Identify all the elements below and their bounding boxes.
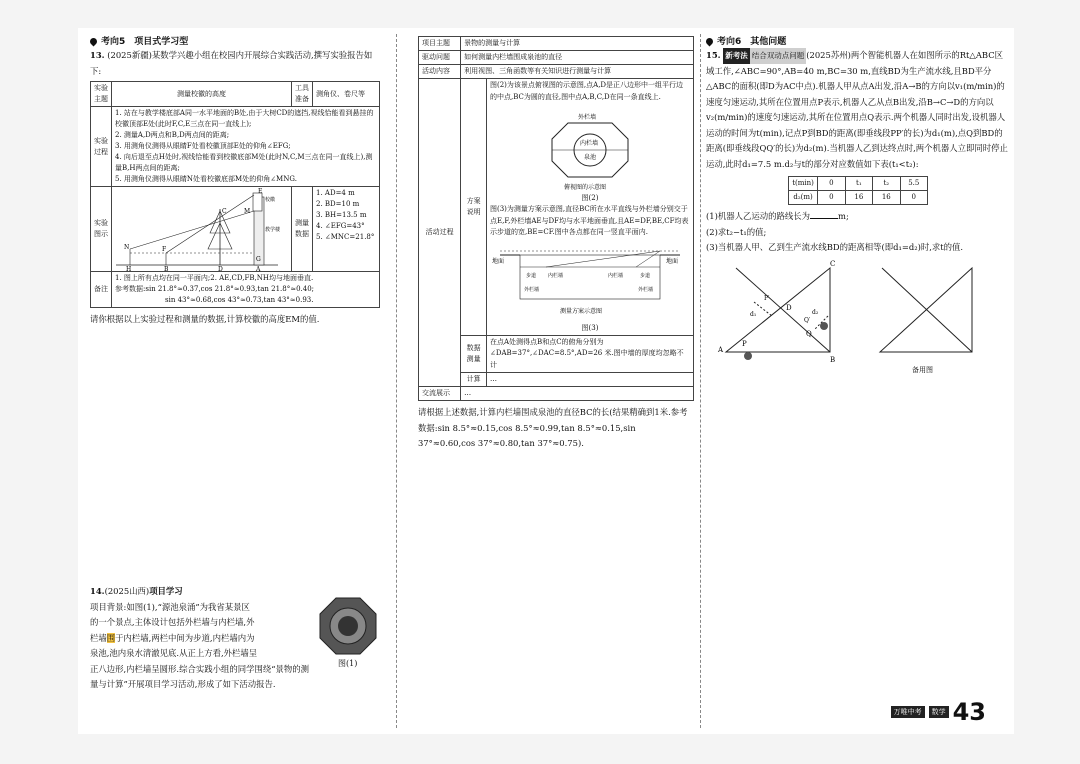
svg-text:内栏墙: 内栏墙: [608, 272, 624, 279]
page-footer: 万唯中考 数学 43: [891, 698, 986, 726]
process-steps: 1. 站在与教学楼底部A同一水平地面的B处,由于大树CD的遮挡,视线恰能看到悬挂的校徽顶部E处(此时F,C,E三点在同一直线上); 2. 测量A,D两点和B,D两点间的距离; 3. 用测角仪测得从眼睛F处看校徽顶部E处的仰角∠EFG; 4. 向后退至点H处时,视线恰能看到校徽底部M处(此时N,C,M三点在同一直线上),测量B,H两点间的距离; 5. 用测角仪测得从眼睛N处看校徽底部M处的仰角∠MNG.: [112, 107, 380, 187]
svg-text:Q′: Q′: [804, 316, 811, 324]
svg-text:d₂: d₂: [812, 308, 819, 316]
column-divider: [396, 34, 397, 728]
svg-text:H: H: [126, 266, 132, 271]
q14-question: 请根据上述数据,计算内栏墙围成泉池的直径BC的长(结果精确到1米.参考数据:sin 8.5°≈0.15,cos 8.5°≈0.99,tan 8.5°≈0.15,sin 37°≈0.60,cos 37°≈0.80,tan 37°≈0.75).: [418, 407, 688, 448]
svg-text:教学楼: 教学楼: [265, 227, 281, 233]
measured-data: 1. AD=4 m 2. BD=10 m 3. BH=13.5 m 4. ∠EFG=43° 5. ∠MNC=21.8°: [313, 187, 380, 272]
svg-text:C: C: [830, 259, 836, 268]
svg-text:B: B: [164, 266, 169, 271]
robot-a-icon: [744, 352, 752, 360]
location-pin-icon: [89, 37, 99, 47]
q15-text: 15. 新考法 结合双动点问题 (2025苏州)两个智能机器人在如图所示的Rt△ABC区域工作,∠ABC=90°,AB=40 m,BC=30 m,直线BD为生产流水线,且BD平分△ABC的面积(即D为AC中点).机器人甲从点A出发,沿A→B的方向以v₁(m/min)的速度匀速运动,其所在位置用点P表示,机器人乙从点B出发,沿B→C→D的方向以v₂(m/min)的速度匀速运动,其所在位置用点Q表示.两个机器人同时出发,设机器人运动的时间为t(min),记点P到BD的距离(即垂线段PP′的长)为d₁(m),点Q到BD的距离(即垂线段QQ′的长)为d₂(m).当机器人乙到达终点时,两个机器人立即同时停止运动,此时d₁=7.5 m.d₂与t的部分对应数值如下表(t₁<t₂):: [706, 50, 1008, 169]
svg-text:d₁: d₁: [750, 310, 757, 318]
section-heading: 考向6 其他问题: [706, 34, 1008, 48]
activity-report-table: 项目主题 景物的测量与计算 驱动问题 如何测量内栏墙围成泉池的直径 活动内容 利用视图、三角函数等有关知识进行测量与计算 活动过程 方案说明 图(2)为该景点俯视图的示意图,点A,D是正八边形中一组平行边的中点,BC为圆的直径,图中点A,B,C,D在同一条直线上. 外栏墙 内栏墙 泉池 俯视图的示意图 图(2) 图(3)为测量方案示意图,直径BC所在水平直线与外栏墙分别交于点E,F,外栏墙AE与DF均与水平地面垂直,且AE=DF,BE,CF均表示步道的宽,BE=CF.图中各点都在同一竖直平面内. 地面 地面 步道 步道 内栏墙 内栏墙 外栏墙 外栏墙 测量方案示意图 图(3) 数据测量 在点A处测得点B和点C的俯角分别为∠DAB=37°,∠DAC=8.5°,AD=26 米.图中墙的厚度均忽略不计 计算 … 交流展示 …: [418, 36, 694, 401]
svg-text:校徽: 校徽: [265, 197, 276, 203]
svg-text:外栏墙: 外栏墙: [578, 114, 597, 121]
svg-text:步道: 步道: [640, 272, 651, 279]
svg-text:P: P: [742, 339, 747, 348]
svg-text:内栏墙: 内栏墙: [548, 272, 564, 279]
schoolhouse-figure: [112, 187, 282, 271]
svg-text:地面: 地面: [492, 257, 505, 265]
robot-b-icon: [820, 322, 828, 330]
svg-text:P′: P′: [764, 294, 770, 302]
svg-text:D: D: [218, 266, 223, 271]
svg-text:A: A: [718, 345, 724, 354]
svg-text:F: F: [162, 246, 167, 253]
svg-text:地面: 地面: [666, 257, 679, 265]
d2-t-table: t(min) 0 t₁ t₂ 5.5 d₂(m) 0 16 16 0: [788, 176, 928, 205]
q13-question: 请你根据以上实验过程和测量的数据,计算校徽的高度EM的值.: [90, 314, 320, 324]
svg-text:外栏墙: 外栏墙: [638, 286, 654, 293]
svg-text:B: B: [830, 355, 836, 364]
svg-text:C: C: [222, 208, 227, 215]
section-heading: 考向5 项目式学习型: [90, 34, 380, 48]
svg-text:G: G: [256, 256, 261, 263]
svg-text:外栏墙: 外栏墙: [524, 286, 540, 293]
svg-text:D: D: [786, 303, 792, 312]
svg-text:M: M: [244, 208, 251, 215]
svg-text:俯视图的示意图: 俯视图的示意图: [564, 184, 607, 191]
svg-text:Q: Q: [806, 329, 812, 338]
middle-column: [418, 28, 694, 452]
svg-text:E: E: [258, 188, 263, 195]
svg-text:备用图: 备用图: [912, 365, 933, 374]
fountain-photo: [318, 596, 378, 660]
column-divider: [700, 34, 701, 728]
left-column: [90, 28, 380, 689]
svg-text:A: A: [256, 266, 261, 271]
fig3-measure-plan: [490, 241, 690, 321]
q15-figures: [706, 260, 996, 378]
location-pin-icon: [705, 37, 715, 47]
q14: 14.(2025山西)项目学习 项目背景:如图(1),“源池泉涌”为我省某景区 的一个景点,主体设计包括外栏墙与内栏墙,外 栏墙围于内栏墙,两栏中间为步道,内栏墙内为 泉池,池内泉水清澈见底.从正上方看,外栏墙呈 正八边形,内栏墙呈圆形.综合实践小组的同学围绕“景物的测 量与计算”开展项目学习活动,形成了如下活动报告. 图(1): [90, 584, 380, 693]
q13-intro: 13. (2025新疆)某数学兴趣小组在校园内开展综合实践活动,撰写实验报告如下:: [90, 50, 373, 76]
topic-label: 实验主题: [91, 82, 112, 107]
experiment-diagram: [112, 187, 292, 272]
fig2-top-view: [490, 105, 690, 191]
page-number: 43: [952, 698, 986, 726]
svg-text:泉池: 泉池: [584, 154, 597, 161]
svg-text:内栏墙: 内栏墙: [580, 140, 599, 147]
notes: 1. 图上所有点均在同一平面内;2. AE,CD,FB,NH均与地面垂直. 参考数据:sin 21.8°≈0.37,cos 21.8°≈0.93,tan 21.8°≈0.40; sin 43°≈0.68,cos 43°≈0.73,tan 43°≈0.93.: [112, 272, 380, 308]
experiment-report-table: 实验主题 测量校徽的高度 工具准备 测角仪、卷尺等 实验过程 1. 站在与教学楼底部A同一水平地面的B处,由于大树CD的遮挡,视线恰能看到悬挂的校徽顶部E处(此时F,C,E三点在同一直线上); 2. 测量A,D两点和B,D两点间的距离; 3. 用测角仪测得从眼睛F处看校徽顶部E处的仰角∠EFG; 4. 向后退至点H处时,视线恰能看到校徽底部M处(此时N,C,M三点在同一直线上),测量B,H两点间的距离; 5. 用测角仪测得从眼睛N处看校徽底部M处的仰角∠MNG. 实验图示 E M C N F G H B D A 校徽 教学楼 测量数据 1. AD=4 m 2. BD=10 m 3. BH=13.5 m 4. ∠EFG=43° 5. ∠MNC=21.8° 备注 1. 图上所有点均在同一平面内;2. AE,CD,FB,NH均与地面垂直. 参考数据:sin 21.8°≈0.37,cos 21.8°≈0.93,tan 21.8°≈0.40; sin 43°≈0.68,cos 43°≈0.73,tan 43°≈0.93.: [90, 81, 380, 308]
right-column: 考向6 其他问题 15. 新考法 结合双动点问题 (2025苏州)两个智能机器人在如图所示的Rt△ABC区域工作,∠ABC=90°,AB=40 m,BC=30 m,直线BD为生产流水线,且BD平分△ABC的面积(即D为AC中点).机器人甲从点A出发,沿A→B的方向以v₁(m/min)的速度匀速运动,其所在位置用点P表示,机器人乙从点B出发,沿B→C→D的方向以v₂(m/min)的速度匀速运动,其所在位置用点Q表示.两个机器人同时出发,设机器人运动的时间为t(min),记点P到BD的距离(即垂线段PP′的长)为d₁(m),点Q到BD的距离(即垂线段QQ′的长)为d₂(m).当机器人乙到达终点时,两个机器人立即同时停止运动,此时d₁=7.5 m.d₂与t的部分对应数值如下表(t₁<t₂): t(min) 0 t₁ t₂ 5.5 d₂(m) 0 16 16 0 (1)机器人乙运动的路线长为 m; (2)求t₂−t₁的值; (3)当机器人甲、乙到生产流水线BD的距离相等(即d₁=d₂)时,求t的值. C D A B P Q P′ Q′ d₁ d₂ 备用图: [706, 28, 1008, 378]
svg-text:步道: 步道: [526, 272, 537, 279]
svg-text:N: N: [124, 244, 130, 251]
workbook-page: [78, 28, 1014, 734]
svg-text:测量方案示意图: 测量方案示意图: [560, 307, 603, 315]
